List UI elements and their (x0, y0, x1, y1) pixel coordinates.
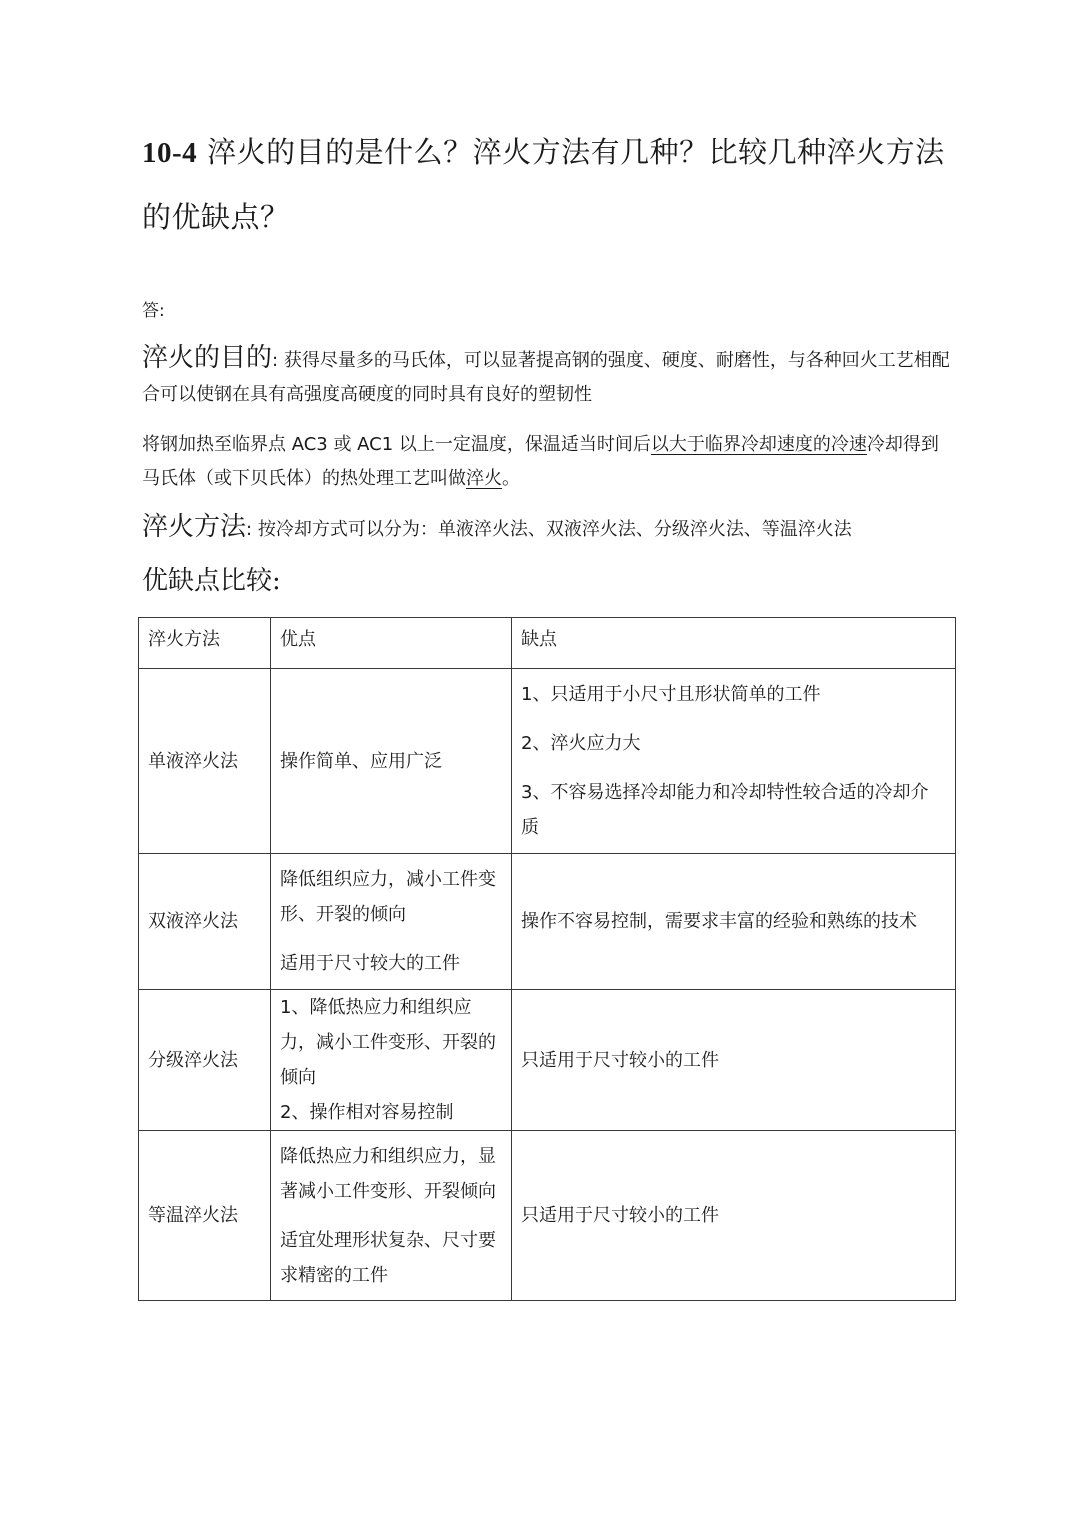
cons-cell (512, 669, 956, 854)
purpose-colon: : (272, 350, 279, 371)
pros-line: 降低热应力和组织应力，显著减小工件变形、开裂倾向 (280, 1145, 496, 1202)
answer-label: 答: (142, 301, 165, 321)
definition-underlined-term: 淬火 (466, 468, 502, 489)
cons-cell (512, 1131, 956, 1301)
question-text-line1: 淬火的目的是什么？淬火方法有几种？比较几种淬火方法 (207, 135, 945, 169)
question-text-line2: 的优缺点？ (142, 200, 290, 234)
cons-line: 只适用于尺寸较小的工件 (521, 1049, 719, 1071)
cons-line: 2、淬火应力大 (521, 733, 641, 754)
document-page (142, 120, 954, 601)
methods-paragraph (142, 510, 954, 547)
header-cons: 缺点 (512, 618, 956, 669)
comparison-heading: 优缺点比较: (142, 566, 281, 596)
definition-part3: 冷却得到马氏体（或下贝氏体）的热处理工艺叫做 (142, 434, 939, 489)
pros-line: 适用于尺寸较大的工件 (280, 953, 460, 974)
table-row (139, 854, 956, 990)
pros-line: 适宜处理形状复杂、尺寸要求精密的工件 (280, 1229, 496, 1286)
definition-part1: 将钢加热至临界点 AC3 或 AC1 以上一定温度，保温适当时间后 (142, 434, 651, 455)
header-method: 淬火方法 (139, 618, 271, 669)
pros-line: 降低组织应力，减小工件变形、开裂的倾向 (280, 869, 496, 925)
purpose-text: 获得尽量多的马氏体，可以显著提高钢的强度、硬度、耐磨性，与各种回火工艺相配合可以使钢在具有高强度高硬度的同时具有良好的塑韧性 (142, 350, 950, 405)
method-cell: 双液淬火法 (139, 854, 271, 990)
pros-cell (271, 990, 512, 1131)
method-cell: 等温淬火法 (139, 1131, 271, 1301)
pros-line: 1、降低热应力和组织应力，减小工件变形、开裂的倾向 (280, 997, 496, 1088)
cons-line: 1、只适用于小尺寸且形状简单的工件 (521, 684, 821, 705)
method-cell: 单液淬火法 (139, 669, 271, 854)
pros-line: 操作简单、应用广泛 (280, 750, 442, 772)
header-pros: 优点 (271, 618, 512, 669)
methods-text: 按冷却方式可以分为：单液淬火法、双液淬火法、分级淬火法、等温淬火法 (252, 519, 852, 540)
pros-cell (271, 1131, 512, 1301)
cons-line: 只适用于尺寸较小的工件 (521, 1205, 719, 1226)
cons-line: 操作不容易控制，需要求丰富的经验和熟练的技术 (521, 911, 917, 932)
definition-part5: 。 (502, 468, 520, 489)
methods-colon: : (246, 519, 253, 540)
cons-cell (512, 990, 956, 1131)
table-row (139, 669, 956, 854)
question-title (142, 120, 954, 249)
definition-paragraph (142, 428, 954, 496)
methods-heading: 淬火方法 (142, 512, 247, 542)
comparison-table (138, 617, 956, 1301)
pros-cell (271, 854, 512, 990)
table-row (139, 1131, 956, 1301)
table-row (139, 990, 956, 1131)
cons-cell (512, 854, 956, 990)
pros-cell (271, 669, 512, 854)
table-header-row (139, 618, 956, 669)
method-cell: 分级淬火法 (139, 990, 271, 1131)
cons-line: 3、不容易选择冷却能力和冷却特性较合适的冷却介质 (521, 782, 929, 838)
purpose-paragraph (142, 341, 954, 412)
question-number: 10-4 (142, 137, 198, 169)
purpose-heading: 淬火的目的 (142, 343, 273, 373)
pros-line: 2、操作相对容易控制 (280, 1102, 454, 1123)
definition-underlined-rate: 以大于临界冷却速度的冷速 (650, 434, 867, 455)
